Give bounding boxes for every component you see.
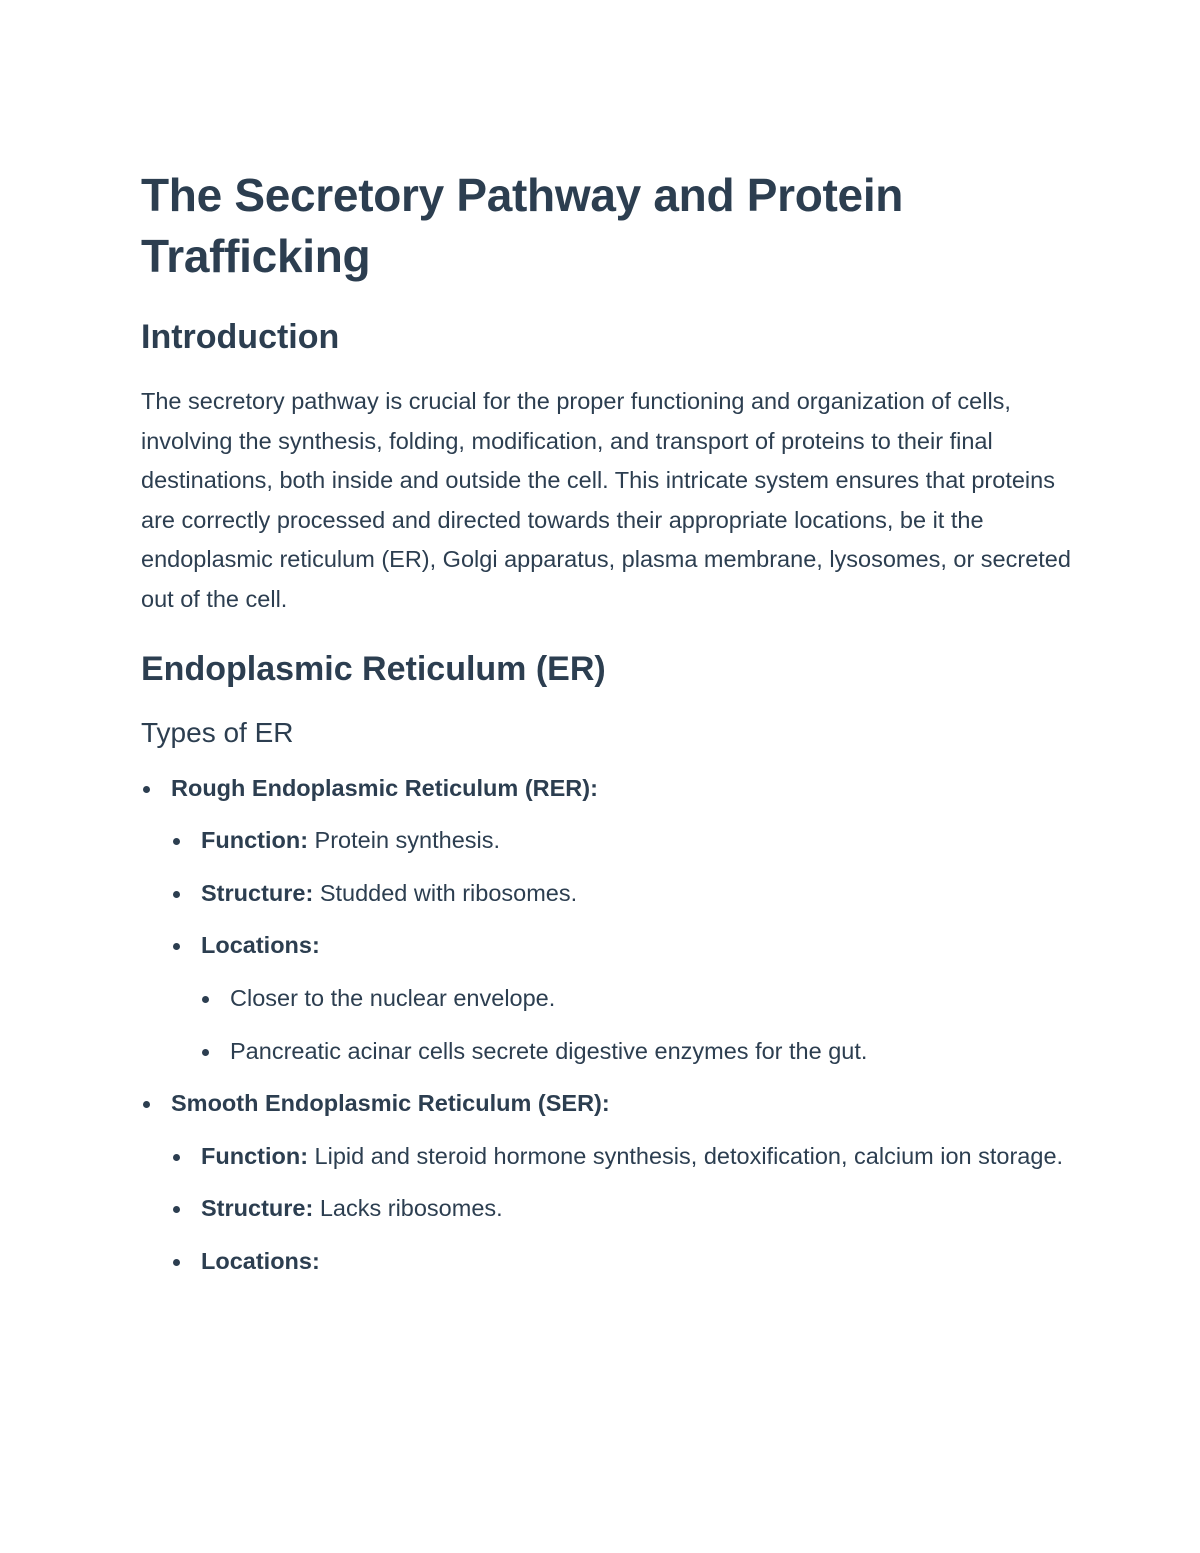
- list-item-ser: [141, 1084, 1071, 1124]
- ser-structure-text: Lacks ribosomes.: [313, 1195, 503, 1222]
- introduction-heading: Introduction: [141, 318, 340, 356]
- ser-label: Smooth Endoplasmic Reticulum (SER):: [171, 1090, 610, 1117]
- list-item-rer-locations: [141, 926, 1071, 966]
- bullet-icon: [202, 996, 209, 1003]
- list-item-rer-location-1: [141, 979, 1071, 1019]
- ser-locations-label: Locations:: [201, 1247, 320, 1274]
- bullet-icon: [173, 1206, 180, 1213]
- list-item-rer-function: [141, 821, 1071, 861]
- rer-structure-label: Structure:: [201, 879, 314, 906]
- er-heading: Endoplasmic Reticulum (ER): [141, 649, 606, 688]
- bullet-icon: [173, 943, 180, 950]
- er-types-list: [141, 769, 1071, 1282]
- rer-locations-label: Locations:: [201, 932, 320, 959]
- bullet-icon: [173, 891, 180, 898]
- list-item-ser-function: [141, 1137, 1071, 1177]
- rer-label: Rough Endoplasmic Reticulum (RER):: [171, 774, 598, 801]
- ser-function-label: Function:: [201, 1142, 309, 1169]
- introduction-paragraph: The secretory pathway is crucial for the proper functioning and organization of cells, involving the synthesis, folding, modification, and transport of proteins to their final destinations, both inside and outside the cell. This intricate system ensures that proteins are correctly processed and directed towards their appropriate locations, be it the endoplasmic reticulum (ER), Golgi apparatus, plasma membrane, lysosomes, or secreted out of the cell.: [141, 388, 1071, 612]
- list-item-rer: [141, 769, 1071, 809]
- rer-function-text: Protein synthesis.: [308, 827, 501, 854]
- list-item-ser-locations: [141, 1242, 1071, 1282]
- bullet-icon: [173, 1154, 180, 1161]
- bullet-icon: [202, 1049, 209, 1056]
- rer-structure-text: Studded with ribosomes.: [313, 879, 578, 906]
- bullet-icon: [143, 1101, 150, 1108]
- rer-function-label: Function:: [201, 827, 309, 854]
- ser-function-text: Lipid and steroid hormone synthesis, detoxification, calcium ion storage.: [308, 1142, 1064, 1169]
- bullet-icon: [143, 786, 150, 793]
- rer-location-text: Closer to the nuclear envelope.: [230, 984, 556, 1011]
- bullet-icon: [173, 838, 180, 845]
- list-item-rer-location-2: [141, 1032, 1071, 1072]
- types-of-er-heading: Types of ER: [141, 716, 294, 748]
- ser-structure-label: Structure:: [201, 1195, 314, 1222]
- bullet-icon: [173, 1259, 180, 1266]
- rer-location-text: Pancreatic acinar cells secrete digestive enzymes for the gut.: [230, 1037, 868, 1064]
- list-item-rer-structure: [141, 874, 1071, 914]
- page-title: The Secretory Pathway and Protein Trafficking: [141, 169, 904, 282]
- document-page: [141, 165, 1071, 1282]
- list-item-ser-structure: [141, 1189, 1071, 1229]
